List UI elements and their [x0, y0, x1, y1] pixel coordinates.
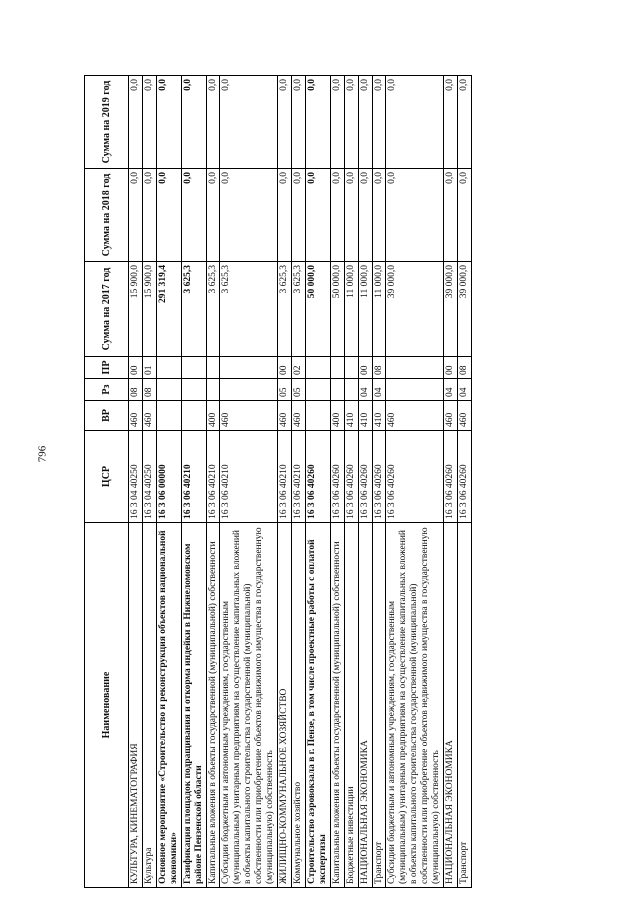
csr-cell: 16 3 06 40260 — [305, 431, 330, 523]
budget-table — [84, 75, 472, 888]
name-cell: ЖИЛИЩНО-КОММУНАЛЬНОЕ ХОЗЯЙСТВО — [278, 523, 292, 888]
pr-cell — [206, 357, 220, 379]
rz-cell: 08 — [129, 379, 143, 401]
csr-cell: 16 3 06 40210 — [181, 431, 206, 523]
header-rz: Рз — [85, 379, 129, 401]
page-number: 796 — [36, 445, 49, 463]
rz-cell — [156, 379, 181, 401]
sum-2018-cell: 0,0 — [372, 169, 386, 262]
table-row — [156, 76, 181, 888]
sum-2019-cell: 0,0 — [156, 76, 181, 169]
csr-cell: 16 3 04 40250 — [129, 431, 143, 523]
sum-2017-cell: 3 625,3 — [181, 262, 206, 357]
pr-cell: 00 — [278, 357, 292, 379]
rz-cell: 04 — [372, 379, 386, 401]
header-sum-2017: Сумма на 2017 год — [85, 262, 129, 357]
header-csr: ЦСР — [85, 431, 129, 523]
table-header-row — [85, 76, 129, 888]
table-row — [305, 76, 330, 888]
sum-2018-cell: 0,0 — [444, 169, 458, 262]
sum-2019-cell: 0,0 — [291, 76, 305, 169]
header-sum-2018: Сумма на 2018 год — [85, 169, 129, 262]
table-row — [220, 76, 278, 888]
name-cell: Транспорт — [372, 523, 386, 888]
name-cell: Субсидии бюджетным и автономным учреждениям, государственным (муниципальным) унитарным предприятиям на осуществление капитальных вложений в объекты капитального строительства государственной (муниципальной) собственности или приобретение объектов недвижимого имущества в государственную (муниципальную) собственность — [386, 523, 444, 888]
sum-2019-cell: 0,0 — [444, 76, 458, 169]
sum-2017-cell: 11 000,0 — [358, 262, 372, 357]
sum-2017-cell: 11 000,0 — [344, 262, 358, 357]
sum-2018-cell: 0,0 — [291, 169, 305, 262]
rz-cell: 05 — [291, 379, 305, 401]
sum-2018-cell: 0,0 — [344, 169, 358, 262]
csr-cell: 16 3 06 40210 — [206, 431, 220, 523]
pr-cell — [220, 357, 278, 379]
sum-2018-cell: 0,0 — [457, 169, 471, 262]
csr-cell: 16 3 06 40210 — [220, 431, 278, 523]
sum-2018-cell: 0,0 — [206, 169, 220, 262]
name-cell: Строительство аэровокзала в г. Пензе, в том числе проектные работы с оплатой экспертизы — [305, 523, 330, 888]
sum-2017-cell: 3 625,3 — [220, 262, 278, 357]
sum-2018-cell: 0,0 — [129, 169, 143, 262]
vr-cell: 410 — [372, 401, 386, 431]
name-cell: Бюджетные инвестиции — [344, 523, 358, 888]
csr-cell: 16 3 06 40210 — [278, 431, 292, 523]
vr-cell: 460 — [142, 401, 156, 431]
pr-cell: 00 — [444, 357, 458, 379]
rz-cell — [220, 379, 278, 401]
table-row — [444, 76, 458, 888]
table-row — [278, 76, 292, 888]
csr-cell: 16 3 06 00000 — [156, 431, 181, 523]
sum-2019-cell: 0,0 — [278, 76, 292, 169]
pr-cell — [330, 357, 344, 379]
name-cell: Транспорт — [457, 523, 471, 888]
pr-cell: 00 — [358, 357, 372, 379]
table-row — [129, 76, 143, 888]
header-sum-2019: Сумма на 2019 год — [85, 76, 129, 169]
sum-2017-cell: 50 000,0 — [330, 262, 344, 357]
table-row — [372, 76, 386, 888]
table-row — [358, 76, 372, 888]
sum-2019-cell: 0,0 — [457, 76, 471, 169]
sum-2018-cell: 0,0 — [156, 169, 181, 262]
table-row — [344, 76, 358, 888]
name-cell: Культура — [142, 523, 156, 888]
rz-cell — [206, 379, 220, 401]
sum-2019-cell: 0,0 — [142, 76, 156, 169]
rz-cell: 04 — [358, 379, 372, 401]
sum-2017-cell: 3 625,3 — [278, 262, 292, 357]
rz-cell: 05 — [278, 379, 292, 401]
name-cell: КУЛЬТУРА, КИНЕМАТОГРАФИЯ — [129, 523, 143, 888]
csr-cell: 16 3 06 40260 — [386, 431, 444, 523]
sum-2018-cell: 0,0 — [220, 169, 278, 262]
vr-cell: 460 — [278, 401, 292, 431]
table-row — [142, 76, 156, 888]
header-name: Наименование — [85, 523, 129, 888]
name-cell: НАЦИОНАЛЬНАЯ ЭКОНОМИКА — [444, 523, 458, 888]
sum-2019-cell: 0,0 — [358, 76, 372, 169]
table-row — [330, 76, 344, 888]
sum-2017-cell: 39 000,0 — [386, 262, 444, 357]
sum-2018-cell: 0,0 — [386, 169, 444, 262]
pr-cell: 08 — [372, 357, 386, 379]
vr-cell: 460 — [386, 401, 444, 431]
sum-2018-cell: 0,0 — [330, 169, 344, 262]
rz-cell — [386, 379, 444, 401]
table-row — [181, 76, 206, 888]
vr-cell: 460 — [220, 401, 278, 431]
pr-cell — [344, 357, 358, 379]
sum-2018-cell: 0,0 — [305, 169, 330, 262]
csr-cell: 16 3 04 40250 — [142, 431, 156, 523]
pr-cell — [156, 357, 181, 379]
name-cell: Коммунальное хозяйство — [291, 523, 305, 888]
vr-cell — [156, 401, 181, 431]
sum-2019-cell: 0,0 — [220, 76, 278, 169]
rz-cell: 04 — [444, 379, 458, 401]
vr-cell: 460 — [457, 401, 471, 431]
table-body — [129, 76, 472, 888]
sum-2019-cell: 0,0 — [372, 76, 386, 169]
name-cell: Капитальные вложения в объекты государственной (муниципальной) собственности — [206, 523, 220, 888]
sum-2019-cell: 0,0 — [305, 76, 330, 169]
table-row — [206, 76, 220, 888]
csr-cell: 16 3 06 40260 — [372, 431, 386, 523]
sum-2019-cell: 0,0 — [181, 76, 206, 169]
sum-2018-cell: 0,0 — [181, 169, 206, 262]
name-cell: НАЦИОНАЛЬНАЯ ЭКОНОМИКА — [358, 523, 372, 888]
name-cell: Капитальные вложения в объекты государственной (муниципальной) собственности — [330, 523, 344, 888]
sum-2018-cell: 0,0 — [142, 169, 156, 262]
name-cell: Основное мероприятие «Строительство и реконструкция объектов национальной экономики» — [156, 523, 181, 888]
name-cell: Субсидии бюджетным и автономным учреждениям, государственным (муниципальным) унитарным предприятиям на осуществление капитальных вложений в объекты капитального строительства государственной (муниципальной) собственности или приобретение объектов недвижимого имущества в государственную (муниципальную) собственность — [220, 523, 278, 888]
vr-cell — [181, 401, 206, 431]
sum-2017-cell: 3 625,3 — [206, 262, 220, 357]
pr-cell: 02 — [291, 357, 305, 379]
csr-cell: 16 3 06 40260 — [330, 431, 344, 523]
csr-cell: 16 3 06 40260 — [358, 431, 372, 523]
sum-2017-cell: 15 900,0 — [142, 262, 156, 357]
sum-2017-cell: 15 900,0 — [129, 262, 143, 357]
vr-cell: 400 — [330, 401, 344, 431]
sum-2017-cell: 11 000,0 — [372, 262, 386, 357]
rz-cell — [344, 379, 358, 401]
sum-2017-cell: 50 000,0 — [305, 262, 330, 357]
vr-cell: 460 — [291, 401, 305, 431]
csr-cell: 16 3 06 40260 — [344, 431, 358, 523]
rz-cell — [330, 379, 344, 401]
vr-cell: 460 — [444, 401, 458, 431]
vr-cell: 410 — [358, 401, 372, 431]
pr-cell: 01 — [142, 357, 156, 379]
pr-cell — [305, 357, 330, 379]
csr-cell: 16 3 06 40210 — [291, 431, 305, 523]
table-row — [457, 76, 471, 888]
sum-2017-cell: 3 625,3 — [291, 262, 305, 357]
pr-cell — [181, 357, 206, 379]
sum-2019-cell: 0,0 — [206, 76, 220, 169]
vr-cell: 460 — [129, 401, 143, 431]
sum-2017-cell: 39 000,0 — [444, 262, 458, 357]
sum-2018-cell: 0,0 — [358, 169, 372, 262]
table-row — [291, 76, 305, 888]
csr-cell: 16 3 06 40260 — [444, 431, 458, 523]
rz-cell — [181, 379, 206, 401]
sum-2017-cell: 39 000,0 — [457, 262, 471, 357]
sum-2019-cell: 0,0 — [129, 76, 143, 169]
header-vr: ВР — [85, 401, 129, 431]
rz-cell — [305, 379, 330, 401]
sum-2019-cell: 0,0 — [386, 76, 444, 169]
sum-2019-cell: 0,0 — [330, 76, 344, 169]
name-cell: Газификация площадок подращивания и откорма индейки в Нижнеломовском районе Пензенской области — [181, 523, 206, 888]
table-row — [386, 76, 444, 888]
vr-cell: 410 — [344, 401, 358, 431]
pr-cell: 00 — [129, 357, 143, 379]
sum-2018-cell: 0,0 — [278, 169, 292, 262]
vr-cell — [305, 401, 330, 431]
pr-cell — [386, 357, 444, 379]
budget-table-wrapper — [84, 76, 569, 888]
rz-cell: 04 — [457, 379, 471, 401]
rz-cell: 08 — [142, 379, 156, 401]
pr-cell: 08 — [457, 357, 471, 379]
vr-cell: 400 — [206, 401, 220, 431]
sum-2019-cell: 0,0 — [344, 76, 358, 169]
header-pr: ПР — [85, 357, 129, 379]
csr-cell: 16 3 06 40260 — [457, 431, 471, 523]
sum-2017-cell: 291 319,4 — [156, 262, 181, 357]
